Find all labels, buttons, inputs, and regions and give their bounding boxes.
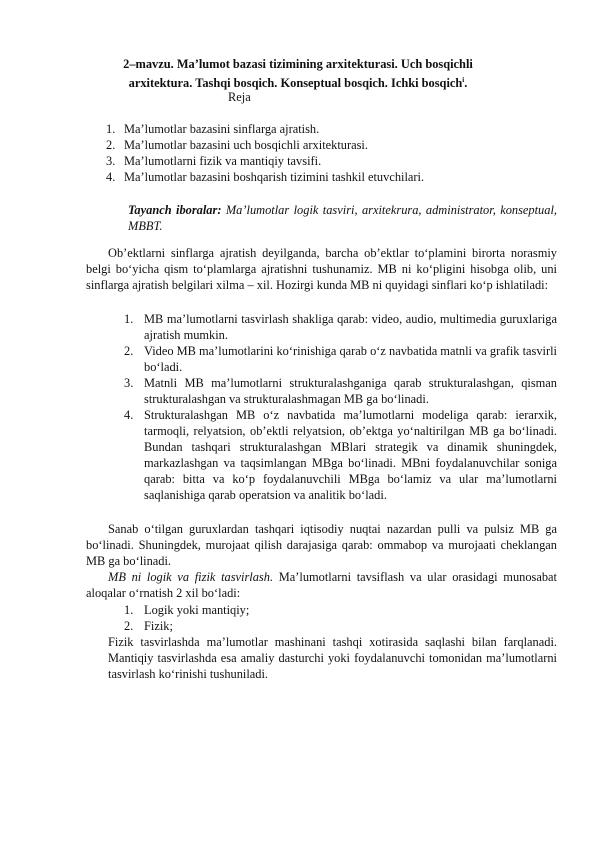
list-item-text: Strukturalashgan MB o‘z navbatida ma’lumotlarni modeliga qarab: ierarxik, tarmoqli, relyatsion, ob’ektli relyatsion, ob’ektga yo‘naltirilgan MB ga bo‘linadi. Bundan tashqari strukturalashgan MBlari strategik va dinamik shuningdek, markazlashgan va taqsimlangan MBga bo‘linadi. MBni foydalanuvchilar soniga qarab: bitta va ko‘p foydalanuvchili MBga bo‘lamiz va ular ma’lumotlarni saqlanishiga qarab operatsion va analitik bo‘ladi. bbox=[144, 408, 557, 502]
plan-item bbox=[106, 169, 424, 185]
representation-list bbox=[124, 602, 557, 634]
plan-list bbox=[106, 121, 424, 185]
list-item-text: Logik yoki mantiqiy; bbox=[144, 603, 250, 617]
plan-item-text: Ma’lumotlarni fizik va mantiqiy tavsifi. bbox=[124, 154, 322, 168]
list-item-number: 4. bbox=[124, 408, 134, 422]
plan-item-number: 3. bbox=[106, 154, 116, 168]
title-end: . bbox=[464, 76, 468, 91]
paragraph: Fizik tasvirlashda ma’lumotlar mashinani tashqi xotirasida saqlashi bilan farqlanadi. Mantiqiy tasvirlashda esa amaliy dasturchi yoki foydalanuvchi tomonidan ma’lumotlarni tasvirlash ko‘rinishi tushuniladi. bbox=[108, 635, 557, 681]
list-item bbox=[124, 343, 557, 375]
intro-paragraph: Ob’ektlarni sinflarga ajratish deyilganda, barcha ob’ektlar to‘plamini birorta norasmiy belgi bo‘yicha qism to‘plamlarga ajratishni tushunamiz. MB ni ko‘pligini hisobga olib, uni sinflarga ajratish belgilari xilma – xil. Hozirgi kunda MB ni quyidagi sinflari ko‘p ishlatiladi: bbox=[86, 246, 557, 292]
list-item-text: MB ma’lumotlarni tasvirlash shakliga qarab: video, audio, multimedia guruxlariga ajratish mumkin. bbox=[144, 312, 557, 342]
keywords-text: Ma’lumotlar logik tasviri, arxitekrura, administrator, konseptual, MBBT. bbox=[128, 203, 557, 233]
list-item-number: 1. bbox=[124, 312, 134, 326]
list-item-number: 3. bbox=[124, 376, 134, 390]
plan-item-text: Ma’lumotlar bazasini boshqarish tizimini tashkil etuvchilari. bbox=[124, 170, 425, 184]
plan-item bbox=[106, 153, 424, 169]
plan-item-text: Ma’lumotlar bazasini uch bosqichli arxitekturasi. bbox=[124, 138, 368, 152]
footnote-mark[interactable]: i bbox=[462, 76, 465, 84]
list-item-number: 2. bbox=[124, 344, 134, 358]
plan-item-number: 1. bbox=[106, 122, 116, 136]
plan-item-number: 2. bbox=[106, 138, 116, 152]
plan-heading: Reja bbox=[228, 90, 251, 104]
document-title bbox=[96, 56, 500, 91]
list-item-number: 2. bbox=[124, 619, 134, 633]
paragraph: Sanab o‘tilgan guruxlardan tashqari iqtisodiy nuqtai nazardan pulli va pulsiz MB ga bo‘linadi. Shuningdek, murojaat qilish darajasiga qarab: ommabop va murojaati cheklangan MB ga bo‘linadi. bbox=[86, 522, 557, 568]
keywords-label: Tayanch iboralar: bbox=[128, 203, 222, 217]
title-text: 2–mavzu. Ma’lumot bazasi tizimining arxitekturasi. Uch bosqichli arxitektura. Tashqi bosqich. Konseptual bosqich. Ichki bosqich bbox=[123, 57, 473, 91]
list-item-text: Video MB ma’lumotlarini ko‘rinishiga qarab o‘z navbatida matnli va grafik tasvirli bo‘ladi. bbox=[144, 344, 557, 374]
keywords-block bbox=[128, 202, 557, 234]
list-item bbox=[124, 618, 557, 634]
plan-item bbox=[106, 137, 424, 153]
list-item bbox=[124, 311, 557, 343]
list-item-number: 1. bbox=[124, 603, 134, 617]
list-item bbox=[124, 375, 557, 407]
list-item bbox=[124, 602, 557, 618]
plan-item-text: Ma’lumotlar bazasini sinflarga ajratish. bbox=[124, 122, 320, 136]
italic-heading: MB ni logik va fizik tasvirlash. bbox=[108, 570, 274, 584]
paragraph-text: Ma’lumotlarni tavsiflash va ular orasidagi munosabat aloqalar o‘rnatish 2 xil bo‘ladi: bbox=[86, 570, 557, 600]
list-item bbox=[124, 407, 557, 503]
paragraph bbox=[86, 569, 557, 601]
classification-list bbox=[124, 311, 557, 503]
plan-item bbox=[106, 121, 424, 137]
list-item-text: Matnli MB ma’lumotlarni strukturalashganiga qarab strukturalashgan, qisman strukturalashgan va strukturalashmagan MB ga bo‘linadi. bbox=[144, 376, 557, 406]
list-item-text: Fizik; bbox=[144, 619, 173, 633]
plan-item-number: 4. bbox=[106, 170, 116, 184]
